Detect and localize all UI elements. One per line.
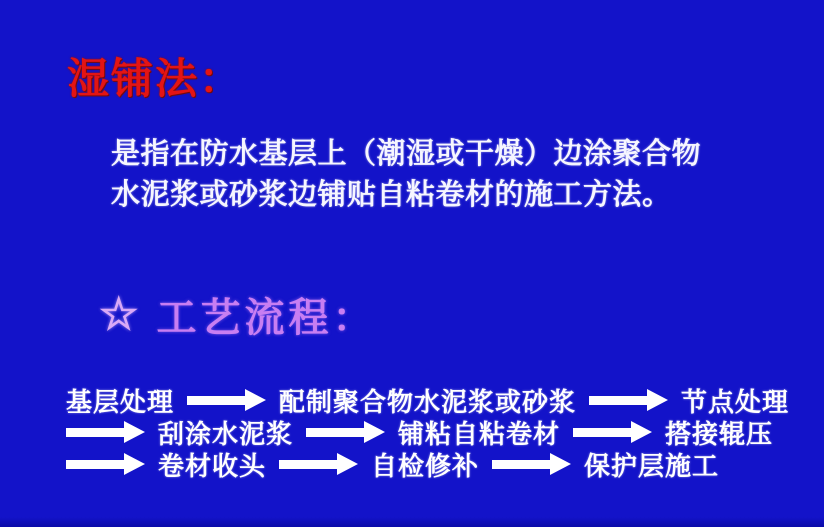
flow-step: 保护层施工 (584, 450, 720, 481)
flow-arrow-icon (66, 421, 145, 443)
flow-arrow-icon (589, 389, 668, 411)
star-icon: ☆ (99, 290, 139, 339)
flow-step: 自检修补 (371, 450, 480, 481)
flow-step: 铺粘自粘卷材 (398, 418, 561, 449)
definition-line-2: 水泥浆或砂浆边铺贴自粘卷材的施工方法。 (111, 179, 672, 211)
flow-step: 节点处理 (681, 386, 790, 417)
flow-row (66, 386, 796, 417)
section-heading-label: 工艺流程： (156, 295, 377, 340)
flow-step: 配制聚合物水泥浆或砂浆 (279, 386, 577, 417)
flow-step: 刮涂水泥浆 (158, 418, 294, 449)
definition-line-1: 是指在防水基层上（潮湿或干燥）边涂聚合物 (111, 138, 702, 170)
flow-step: 基层处理 (66, 386, 175, 417)
flow-step: 卷材收头 (158, 450, 267, 481)
slide-title: 湿铺法： (67, 55, 244, 102)
flow-arrow-icon (492, 453, 571, 475)
flow-row (66, 450, 796, 481)
flow-arrow-icon (279, 453, 358, 475)
flow-arrow-icon (573, 421, 652, 443)
flow-arrow-icon (66, 453, 145, 475)
definition-text (111, 134, 761, 216)
flow-row (66, 418, 796, 449)
flow-step: 搭接辊压 (665, 418, 774, 449)
section-heading (99, 286, 376, 343)
bottom-edge-shade (0, 517, 824, 527)
flow-arrow-icon (187, 389, 266, 411)
flow-arrow-icon (306, 421, 385, 443)
flow-chart (66, 387, 796, 483)
